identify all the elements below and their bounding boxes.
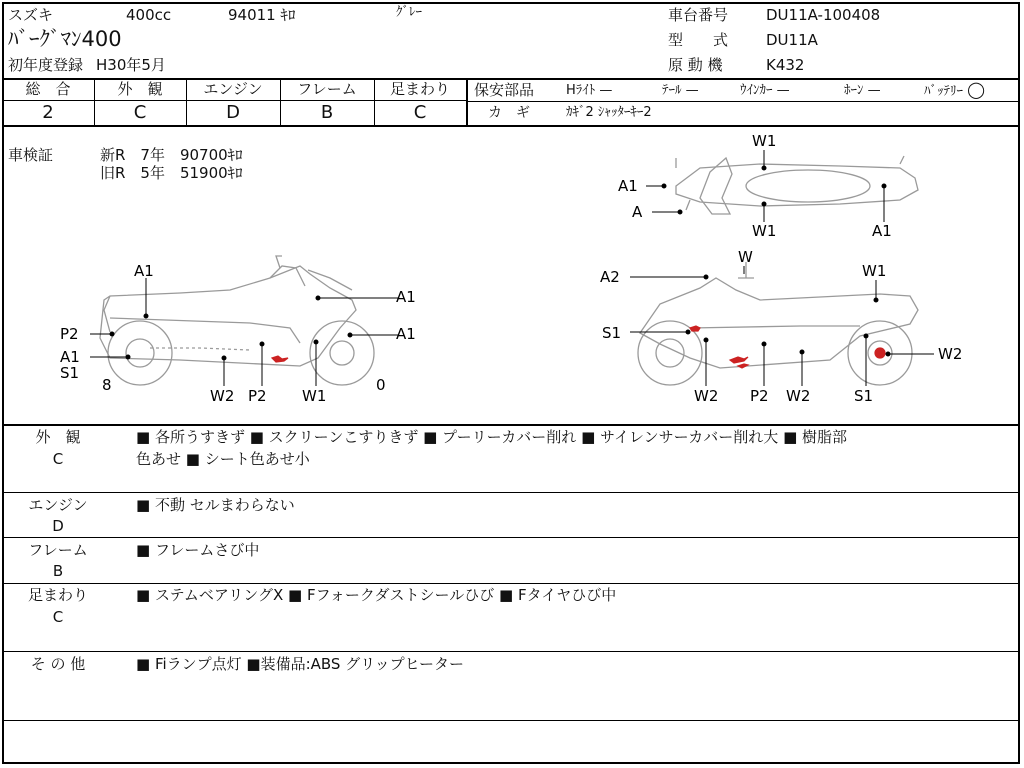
key-value: ｶｷﾞ2 ｼｬｯﾀｰｷｰ2 xyxy=(566,105,652,120)
grade-header-suspension: 足まわり xyxy=(389,80,450,98)
safety-label: 保安部品 xyxy=(474,81,535,99)
section-frame-label: フレーム xyxy=(28,541,88,559)
mileage: 94011 ｷﾛ xyxy=(228,6,296,24)
safety-horn: ﾎｰﾝ — xyxy=(844,83,881,98)
safety-tail: ﾃｰﾙ — xyxy=(662,83,699,98)
section-exterior-label: 外 観 xyxy=(35,428,81,446)
section-suspension-grade: C xyxy=(52,608,64,626)
label-top-a1-bottom: A1 xyxy=(872,222,892,240)
grade-engine: D xyxy=(226,102,240,123)
inspection-old: 旧R 5年 51900ｷﾛ xyxy=(100,164,243,182)
section-engine-text: ■ 不動 セルまわらない xyxy=(136,496,295,514)
label-top-w1-bottom: W1 xyxy=(752,222,777,240)
first-registration-label: 初年度登録 xyxy=(8,56,84,74)
engine-label: 原 動 機 xyxy=(668,56,723,74)
model-name: ﾊﾞｰｸﾞﾏﾝ400 xyxy=(8,27,122,51)
key-label: カ ギ xyxy=(488,105,530,121)
grid-line xyxy=(2,720,1020,721)
label-right-s1-bottom: S1 xyxy=(854,387,874,405)
grade-exterior: C xyxy=(133,102,147,123)
section-other-text: ■ Fiランプ点灯 ■装備品:ABS グリップヒーター xyxy=(136,655,465,673)
label-left-0: 0 xyxy=(376,376,386,394)
label-right-s1: S1 xyxy=(602,324,622,342)
grid-line xyxy=(2,651,1020,652)
section-engine-grade: D xyxy=(52,517,64,535)
label-left-a1-top: A1 xyxy=(134,262,154,280)
grade-suspension: C xyxy=(413,102,427,123)
label-top-w1: W1 xyxy=(752,132,777,150)
grade-header-engine: エンジン xyxy=(203,80,263,98)
section-suspension-text: ■ ステムベアリングX ■ Fフォークダストシールひび ■ Fタイヤひび中 xyxy=(136,586,617,604)
label-left-8: 8 xyxy=(102,376,112,394)
label-left-p2: P2 xyxy=(60,325,79,343)
label-right-a2: A2 xyxy=(600,268,620,286)
damage-marks xyxy=(272,326,885,368)
label-left-a1-right2: A1 xyxy=(396,325,416,343)
grade-header-exterior: 外 観 xyxy=(117,80,163,98)
grade-header-total: 総 合 xyxy=(25,80,71,98)
grade-total: 2 xyxy=(42,102,54,123)
safety-winker: ｳｲﾝｶｰ — xyxy=(740,83,790,98)
section-exterior-grade: C xyxy=(52,450,64,468)
label-left-w1: W1 xyxy=(302,387,327,405)
displacement: 400cc xyxy=(126,6,172,24)
diagram-labels xyxy=(60,132,962,405)
safety-battery: ﾊﾞｯﾃﾘｰ ◯ xyxy=(924,80,986,99)
label-top-a: A xyxy=(632,203,643,221)
grid-line xyxy=(2,492,1020,493)
grid-line xyxy=(466,101,1020,102)
color: ｸﾞﾚｰ xyxy=(396,5,422,20)
label-right-p2: P2 xyxy=(750,387,769,405)
label-left-s1: S1 xyxy=(60,364,80,382)
section-frame-text: ■ フレームさび中 xyxy=(136,541,260,559)
label-left-w2: W2 xyxy=(210,387,235,405)
section-exterior-text2: 色あせ ■ シート色あせ小 xyxy=(136,450,310,468)
grade-frame: B xyxy=(320,102,334,123)
chassis-number: DU11A-100408 xyxy=(766,6,881,24)
grid-line xyxy=(2,100,466,101)
label-right-w1: W1 xyxy=(862,262,887,280)
type-label: 型 式 xyxy=(668,31,729,49)
chassis-label: 車台番号 xyxy=(668,6,729,24)
label-right-w2-bottom: W2 xyxy=(694,387,719,405)
label-left-a1: A1 xyxy=(60,348,80,366)
maker: スズキ xyxy=(8,6,54,24)
grid-line xyxy=(2,537,1020,538)
grid-line xyxy=(466,78,468,126)
section-frame-grade: B xyxy=(52,562,64,580)
top-view-sketch xyxy=(676,156,918,214)
damage-diagram xyxy=(0,128,1024,428)
first-registration: H30年5月 xyxy=(96,56,166,74)
grade-header-frame: フレーム xyxy=(297,80,357,98)
engine-value: K432 xyxy=(766,56,805,74)
grid-line xyxy=(2,125,1020,127)
type-value: DU11A xyxy=(766,31,818,49)
label-left-p2-bottom: P2 xyxy=(248,387,267,405)
section-other-label: そ の 他 xyxy=(30,655,86,673)
label-left-a1-right: A1 xyxy=(396,288,416,306)
inspection-new: 新R 7年 90700ｷﾛ xyxy=(100,146,243,164)
label-right-w2: W2 xyxy=(938,345,963,363)
label-right-w2-bottom2: W2 xyxy=(786,387,811,405)
section-exterior-text: ■ 各所うすきず ■ スクリーンこすりきず ■ プーリーカバー削れ ■ サイレンサーカバー削れ大 ■ 樹脂部 xyxy=(136,428,848,446)
section-engine-label: エンジン xyxy=(28,496,88,514)
leader-lines xyxy=(90,150,934,386)
inspection-label: 車検証 xyxy=(8,146,54,164)
section-suspension-label: 足まわり xyxy=(27,586,88,604)
label-top-a1: A1 xyxy=(618,177,638,195)
label-right-w: W xyxy=(738,248,753,266)
safety-headlight: Hﾗｲﾄ — xyxy=(566,83,613,98)
